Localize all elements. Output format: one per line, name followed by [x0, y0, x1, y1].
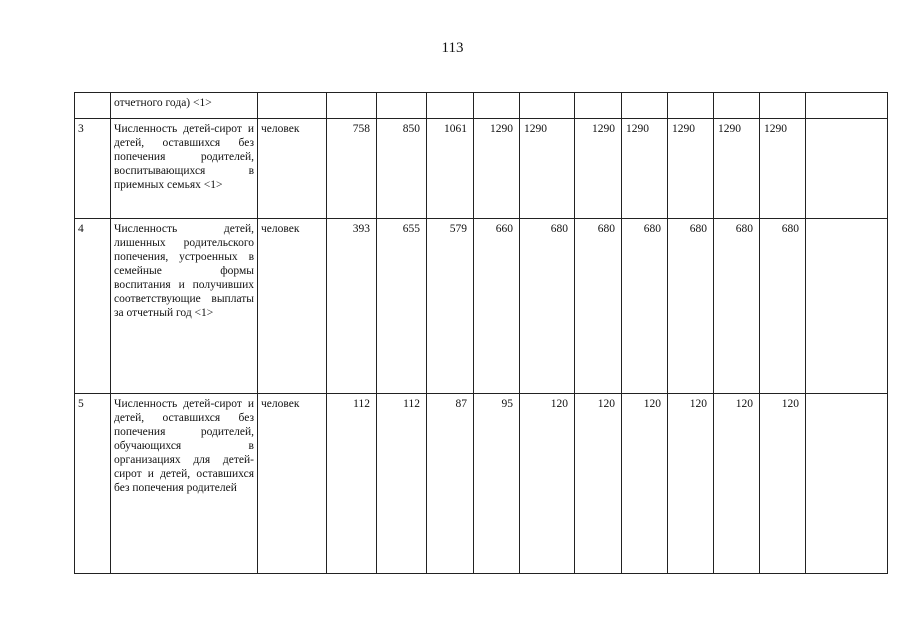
value-cell [622, 93, 668, 119]
value-cell [427, 93, 474, 119]
unit-of-measure: человек [258, 119, 327, 219]
value-cell: 393 [327, 219, 377, 394]
value-cell: 120 [622, 394, 668, 574]
value-cell [806, 219, 888, 394]
indicator-name: Численность детей-сирот и детей, оставшихся без попечения родителей, обучающихся в организациях для детей-сирот и детей, оставшихся без попечения родителей [111, 394, 258, 574]
value-cell: 660 [474, 219, 520, 394]
value-cell: 120 [760, 394, 806, 574]
row-number [75, 93, 111, 119]
value-cell: 95 [474, 394, 520, 574]
value-cell: 112 [377, 394, 427, 574]
value-cell: 758 [327, 119, 377, 219]
value-cell [714, 93, 760, 119]
value-cell: 120 [575, 394, 622, 574]
table-row [75, 119, 888, 219]
value-cell [806, 394, 888, 574]
value-cell [806, 93, 888, 119]
table-row [75, 394, 888, 574]
value-cell: 579 [427, 219, 474, 394]
row-number: 4 [75, 219, 111, 394]
value-cell: 120 [714, 394, 760, 574]
value-cell: 112 [327, 394, 377, 574]
page-number: 113 [441, 40, 464, 56]
table-row [75, 93, 888, 119]
value-cell: 1290 [760, 119, 806, 219]
value-cell: 1290 [520, 119, 575, 219]
value-cell [520, 93, 575, 119]
value-cell: 1290 [622, 119, 668, 219]
value-cell [760, 93, 806, 119]
unit-of-measure: человек [258, 219, 327, 394]
value-cell [575, 93, 622, 119]
value-cell: 680 [575, 219, 622, 394]
indicator-name: отчетного года) <1> [111, 93, 258, 119]
value-cell [668, 93, 714, 119]
indicators-table [74, 92, 888, 574]
value-cell [806, 119, 888, 219]
value-cell: 1061 [427, 119, 474, 219]
table-row [75, 219, 888, 394]
row-number: 5 [75, 394, 111, 574]
value-cell: 655 [377, 219, 427, 394]
value-cell: 87 [427, 394, 474, 574]
value-cell: 1290 [668, 119, 714, 219]
value-cell: 680 [760, 219, 806, 394]
indicator-name: Численность детей-сирот и детей, оставшихся без попечения родителей, воспитывающихся в приемных семьях <1> [111, 119, 258, 219]
value-cell: 1290 [575, 119, 622, 219]
unit-of-measure: человек [258, 394, 327, 574]
value-cell: 680 [714, 219, 760, 394]
value-cell [377, 93, 427, 119]
value-cell: 120 [520, 394, 575, 574]
value-cell: 1290 [474, 119, 520, 219]
value-cell: 680 [520, 219, 575, 394]
value-cell [474, 93, 520, 119]
unit-of-measure [258, 93, 327, 119]
value-cell: 850 [377, 119, 427, 219]
value-cell [327, 93, 377, 119]
value-cell: 680 [668, 219, 714, 394]
row-number: 3 [75, 119, 111, 219]
indicator-name: Численность детей, лишенных родительского попечения, устроенных в семейные формы воспитания и получивших соответствующие выплаты за отчетный год <1> [111, 219, 258, 394]
value-cell: 120 [668, 394, 714, 574]
value-cell: 680 [622, 219, 668, 394]
value-cell: 1290 [714, 119, 760, 219]
